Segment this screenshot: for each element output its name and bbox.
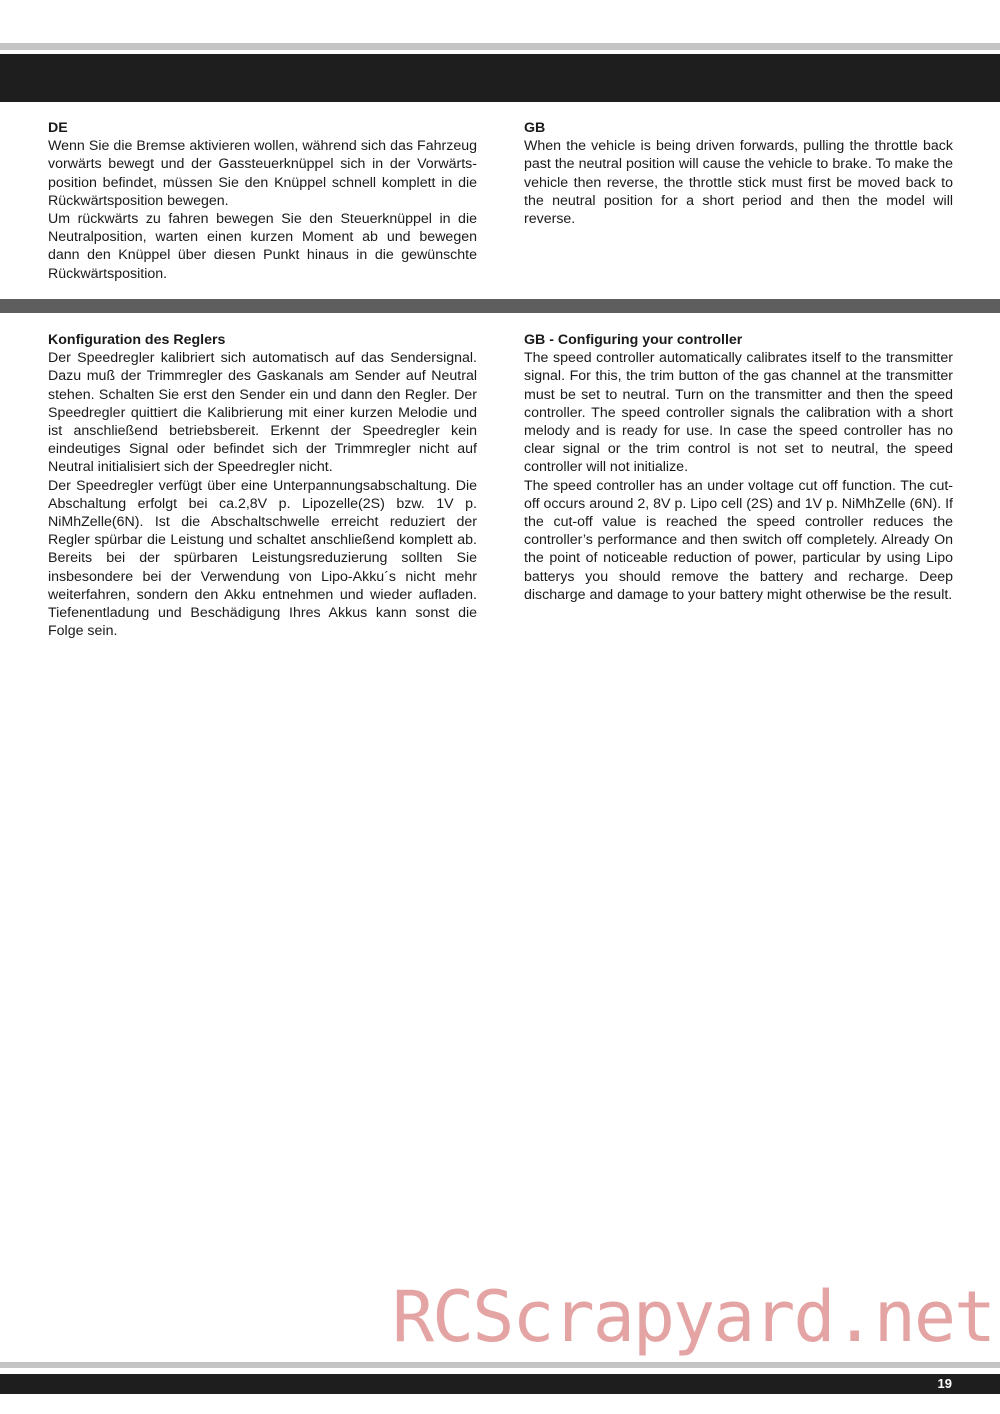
page-number: 19 <box>937 1376 952 1391</box>
section1-de-heading: DE <box>48 120 68 136</box>
top-gray-rule <box>0 43 1000 50</box>
section2-de-column <box>48 331 477 640</box>
header-band <box>0 54 1000 102</box>
section2-gb-heading: GB - Configuring your controller <box>524 332 743 348</box>
section1-de-paragraph-2: Um rückwärts zu fahren bewegen Sie den Steuerknüppel in die Neutralposition, warten einen kurzen Moment ab und bewegen dann den Knüppel über diesen Punkt hinaus in die gewünschte Rückwärtsposition. <box>48 211 477 282</box>
watermark: RCScrapyard.net <box>392 1276 995 1358</box>
footer-band <box>0 1374 1000 1394</box>
bottom-gray-rule <box>0 1362 1000 1368</box>
section2-gb-paragraph-2: The speed controller has an under voltage cut off function. The cut-off occurs around 2, 8V p. Lipo cell (2S) and 1V p. NiMhZelle (6N). If the cut-off value is reached the speed controller reduces the controller’s performance and then switch off completely. Already On the point of noticeable reduction of power, particular by using Lipo batterys you should remove the battery and recharge. Deep discharge and damage to your battery might otherwise be the result. <box>524 477 953 603</box>
section2-de-paragraph-2: Der Speedregler verfügt über eine Unterpannungsabschaltung. Die Abschaltung erfolgt bei ca.2,8V p. Lipozelle(2S) bzw. 1V p. NiMhZelle(6N). Ist die Abschaltschwelle erreicht reduziert der Regler spürbar die Leistung und schaltet anschließend komplett ab. Bereits bei der spürbaren Leistungsreduzierung sollten Sie insbesondere bei der Verwendung von Lipo-Akku´s nicht mehr weiterfahren, sondern den Akku entnehmen und wieder aufladen. Tiefenentladung und Beschädigung Ihres Akkus kann sonst die Folge sein. <box>48 477 477 640</box>
section2-gb-column <box>524 331 953 604</box>
section2-gb-paragraph-1: The speed controller automatically calibrates itself to the transmitter signal. For this, the trim button of the gas channel at the transmitter must be set to neutral. Turn on the transmitter and then the speed controller. The speed controller signals the calibration with a short melody and is ready for use. In case the speed controller has no clear signal or the trim control is not set to neutral, the speed controller will not initialize. <box>524 350 953 476</box>
section-divider <box>0 299 1000 313</box>
section1-de-paragraph-1: Wenn Sie die Bremse aktivieren wollen, während sich das Fahrzeug vorwärts bewegt und der Gassteuerknüppel sich in der Vorwärts-position befindet, müssen Sie den Knüppel schnell komplett in die Rückwärtsposition bewegen. <box>48 138 477 209</box>
section1-gb-paragraph-1: When the vehicle is being driven forwards, pulling the throttle back past the neutral position will cause the vehicle to brake. To make the vehicle then reverse, the throttle stick must first be moved back to the neutral position for a short period and then the model will reverse. <box>524 138 953 228</box>
section1-gb-heading: GB <box>524 120 546 136</box>
section2-de-paragraph-1: Der Speedregler kalibriert sich automatisch auf das Sendersignal. Dazu muß der Trimmregler des Gaskanals am Sender auf Neutral stehen. Schalten Sie erst den Sender ein und dann den Regler. Der Speedregler quittiert die Kalibrierung mit einer kurzen Melodie und ist anschließend betriebsbereit. Erkennt der Speedregler kein eindeutiges Signal oder befindet sich der Trimmregler nicht auf Neutral initialisiert sich der Speedregler nicht. <box>48 350 477 476</box>
section2-de-heading: Konfiguration des Reglers <box>48 332 226 348</box>
section1-gb-column <box>524 119 953 228</box>
section1-de-column <box>48 119 477 283</box>
